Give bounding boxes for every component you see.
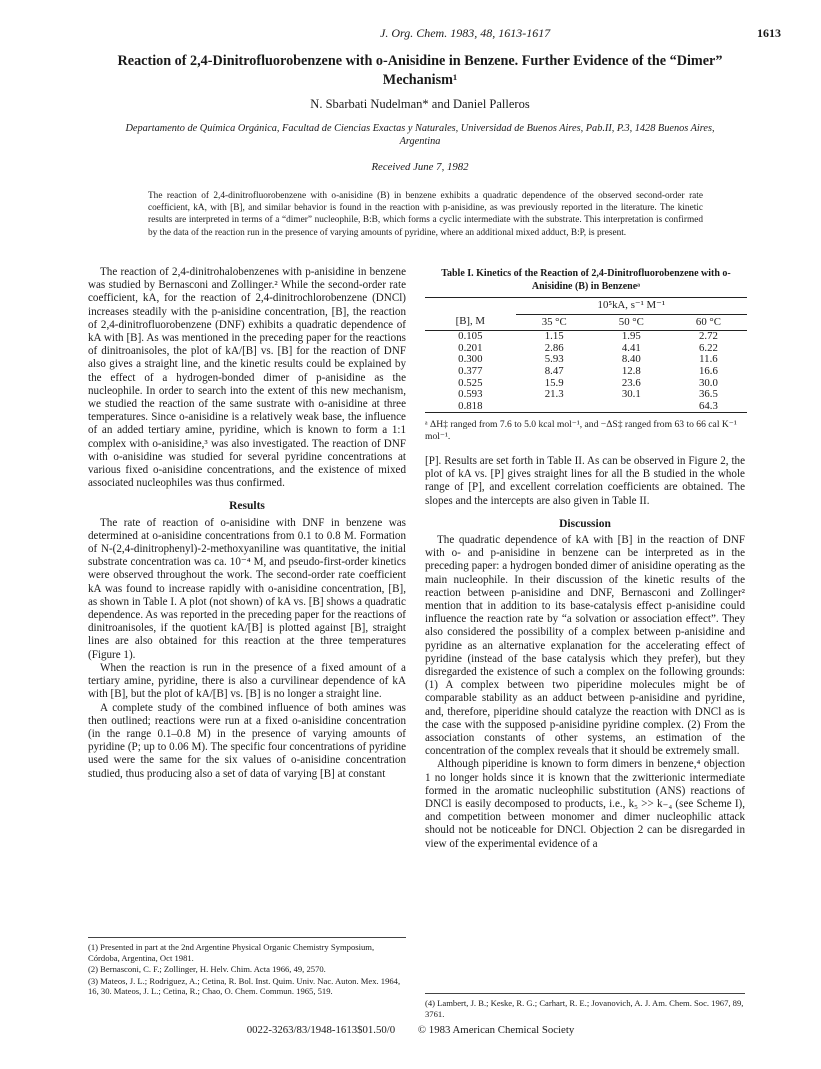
table-cell: 11.6 — [699, 353, 718, 366]
table-1 — [425, 268, 747, 443]
table-caption — [425, 268, 747, 293]
continued-paragraph: [P]. Results are set forth in Table II. As can be observed in Figure 2, the plot of kA vs. [P] gives straight lines for all the B studied in the whole range of [P], and excellent correlation coefficients are obtained. The slopes and the intercepts are also given in Table II. — [425, 455, 745, 507]
kinetics-table — [425, 297, 747, 413]
page-number: 1613 — [757, 26, 781, 40]
left-column — [88, 266, 406, 781]
table-cell: 2.86 — [544, 341, 564, 354]
column-header: [B], M — [455, 315, 486, 328]
discussion-paragraph-1: The quadratic dependence of kA with [B] in the reaction of DNF with o- and p-anisidine in benzene can be interpreted as in the preceding paper: a hydrogen bonded dimer of anisidine operating as the main nucleophile. In their discussion of the kinetic results of the reaction between p-anisidine and DNF, Bernasconi and Zollinger² mention that in addition to its base-catalysis effect p-anisidine could influence the reaction rate by “a solvation or association effect”. They also considered the possibility of a complex between p-anisidine and pyridine as an alternative explanation for the accelerating effect of pyridine (instead of the base catalysis which they prefer), but they disregarded the existence of such a complex on the following grounds: (1) A complex between two piperidine molecules might be of comparable stability as an adduct between p-anisidine and pyridine, and, therefore, piperidine should catalyze the reaction with DNCl as is the case with the supposed p-anisidine pyridine complex. (2) From the association constants of other systems, an estimation of the concentration of the complex reveals that it should be extremely small. — [425, 534, 745, 758]
table-cell: 0.593 — [458, 388, 483, 401]
footnotes-left — [88, 937, 406, 998]
table-row — [425, 389, 747, 401]
table-caption-text: Kinetics of the Reaction of 2,4-Dinitrofluorobenzene with o-Anisidine (B) in Benzeneᵃ — [476, 268, 731, 292]
table-cell: 0.525 — [458, 376, 483, 389]
abstract: The reaction of 2,4-dinitrofluorobenzene with o-anisidine (B) in benzene exhibits a quadratic dependence of the observed second-order rate coefficient, kA, with [B], and similar behavior is found in the reaction with p-anisidine, as was previously reported in the literature. The kinetic results are interpreted in terms of a “dimer” nucleophile, B:B, which forms a cyclic intermediate with the substrate. This interpretation is confirmed by the data of the reaction run in the presence of varying amounts of pyridine, where an additional mixed adduct, B:P, is present. — [148, 191, 703, 238]
table-footnote: ᵃ ΔH‡ ranged from 7.6 to 5.0 kcal mol⁻¹, and −ΔS‡ ranged from 63 to 66 cal K⁻¹ mol⁻¹. — [425, 419, 737, 443]
received-date: Received June 7, 1982 — [371, 161, 469, 173]
table-row — [425, 366, 747, 378]
discussion-paragraph-2: Although piperidine is known to form dimers in benzene,⁴ objection 1 no longer holds since it is known that the zwitterionic intermediate formed in the aromatic nucleophilic substitution (ANS) reactions of DNCl is easily decomposed to products, i.e., k₅ >> k₋₄ (see Scheme I), and competition between monomer and dimer nucleophilic attack should not be noticeable for DNCl. Objection 2 can be disregarded in view of the experimental evidence of a — [425, 758, 745, 850]
footnotes-right — [425, 993, 745, 1020]
author-affiliation: Departamento de Química Orgánica, Facultad de Ciencias Exactas y Naturales, Universidad de Buenos Aires, Pab.II, P.3, 1428 Buenos Aires, Argentina — [125, 123, 715, 147]
table-cell: 16.6 — [698, 364, 718, 377]
column-header: 35 °C — [541, 315, 567, 328]
table-cell: 8.40 — [621, 353, 641, 366]
table-row — [425, 331, 747, 343]
table-cell: 8.47 — [544, 364, 564, 377]
results-paragraph-3: A complete study of the combined influence of both amines was then outlined; reactions were run at a fixed o-anisidine concentration (in the range 0.1–0.8 M) in the presence of varying amounts of pyridine (P; up to 0.06 M). The specific four concentrations of pyridine used were the same for the six values of o-anisidine concentration studied, thus producing also a set of data of varying [B] at constant — [88, 701, 406, 780]
column-header: 60 °C — [695, 315, 721, 328]
table-cell: 1.15 — [544, 330, 564, 343]
table-cell: 0.377 — [458, 364, 483, 377]
table-cell — [593, 401, 670, 413]
table-cell: 2.72 — [698, 330, 718, 343]
unit-header: 10⁵kA, s⁻¹ M⁻¹ — [516, 298, 747, 315]
intro-paragraph: The reaction of 2,4-dinitrohalobenzenes with p-anisidine in benzene was studied by Bernasconi and Zollinger.² While the second-order rate coefficient, kA, for the reaction of 2,4-dinitrochlorobenzene (DNCl) increases steadily with the p-anisidine concentration, [B], the reaction of 2,4-dinitrofluorobenzene (DNF) exhibits a quadratic dependence of kA with [B]. As was mentioned in the preceding paper for the reactions of dinitroanisoles, the plot of kA/[B] vs. [B] for the reaction of DNF also gives a straight line, and the kinetic results could be explained by the effect of a hydrogen-bonded dimer of p-anisidine as the nucleophile. In order to search into the extent of this new mechanism, we studied the reaction of the same sustrate with o-anisidine at three temperatures. Since o-anisidine is a relatively weak base, the influence of an added tertiary amine, pyridine, which is known to form a 1:1 complex with o-anisidine,³ was also investigated. The reaction of DNF with o-anisidine was studied for several pyridine concentrations at various fixed o-anisidine concentrations, and the existence of mixed associated nucleophiles was thus confirmed. — [88, 266, 406, 490]
table-body — [425, 331, 747, 413]
article-title: Reaction of 2,4-Dinitrofluorobenzene with o-Anisidine in Benzene. Further Evidence of the “Dimer” Mechanism¹ — [117, 53, 723, 88]
right-column — [425, 455, 745, 851]
table-cell: 0.105 — [458, 330, 483, 343]
copyright-notice: © 1983 American Chemical Society — [417, 1024, 575, 1036]
footnote: (3) Mateos, J. L.; Rodriguez, A.; Cetina, R. Bol. Inst. Quim. Univ. Nac. Auton. Mex. 1964, 16, 30. Mateos, J. L.; Cetina, R.; Chao, O. Chem. Commun. 1965, 519. — [88, 975, 401, 997]
publication-code: 0022-3263/83/1948-1613$01.50/0 — [246, 1024, 396, 1036]
table-cell: 0.818 — [458, 399, 483, 412]
table-cell: 6.22 — [698, 341, 718, 354]
footnote: (4) Lambert, J. B.; Keske, R. G.; Carhart, R. E.; Jovanovich, A. J. Am. Chem. Soc. 1967, 89, 3761. — [425, 998, 744, 1019]
table-cell: 30.0 — [698, 376, 718, 389]
discussion-heading: Discussion — [559, 517, 611, 530]
table-caption-label: Table I. — [441, 268, 474, 279]
table-row — [425, 401, 747, 413]
footnote: (2) Bernasconi, C. F.; Zollinger, H. Helv. Chim. Acta 1966, 49, 2570. — [88, 964, 326, 975]
table-cell: 0.201 — [458, 341, 483, 354]
table-cell: 36.5 — [698, 388, 718, 401]
column-header: 50 °C — [618, 315, 644, 328]
table-cell: 1.95 — [621, 330, 641, 343]
results-heading: Results — [229, 500, 265, 513]
table-cell: 23.6 — [621, 376, 641, 389]
page-footer — [0, 1024, 821, 1036]
table-cell: 0.300 — [458, 353, 483, 366]
footnote: (1) Presented in part at the 2nd Argentine Physical Organic Chemistry Symposium, Córdoba, Argentina, Oct 1981. — [88, 942, 375, 963]
article-authors: N. Sbarbati Nudelman* and Daniel Palleros — [310, 97, 530, 111]
table-cell: 30.1 — [621, 388, 641, 401]
running-header — [60, 26, 781, 42]
journal-reference: J. Org. Chem. 1983, 48, 1613-1617 — [380, 26, 551, 40]
table-cell: 12.8 — [621, 364, 641, 377]
table-cell — [516, 401, 593, 413]
table-cell: 5.93 — [544, 353, 564, 366]
table-cell: 21.3 — [544, 388, 564, 401]
table-cell: 15.9 — [544, 376, 564, 389]
results-paragraph-1: The rate of reaction of o-anisidine with DNF in benzene was determined at o-anisidine concentrations from 0.1 to 0.8 M. Formation of N-(2,4-dinitrophenyl)-2-methoxyaniline was quantitative, the initial substrate concentration was ca. 10⁻⁴ M, and pseudo-first-order kinetics were observed throughout the work. The second-order rate coefficient kA was found to increase rapidly with o-anisidine concentration, [B], as shown in Table I. A plot (not shown) of kA vs. [B] shows a quadratic dependence. As was reported in the preceding paper for the reactions of dinitroanisoles, if the quotient kA/[B] is plotted against [B], straight lines are also obtained for this reaction at the three temperatures (Figure 1). — [88, 516, 406, 661]
table-cell: 64.3 — [698, 399, 718, 412]
table-cell: 4.41 — [621, 341, 641, 354]
results-paragraph-2: When the reaction is run in the presence of a fixed amount of a tertiary amine, pyridine, there is also a curvilinear dependence of kA with [B], but the plot of kA/[B] vs. [B] is no longer a straight line. — [88, 661, 406, 701]
